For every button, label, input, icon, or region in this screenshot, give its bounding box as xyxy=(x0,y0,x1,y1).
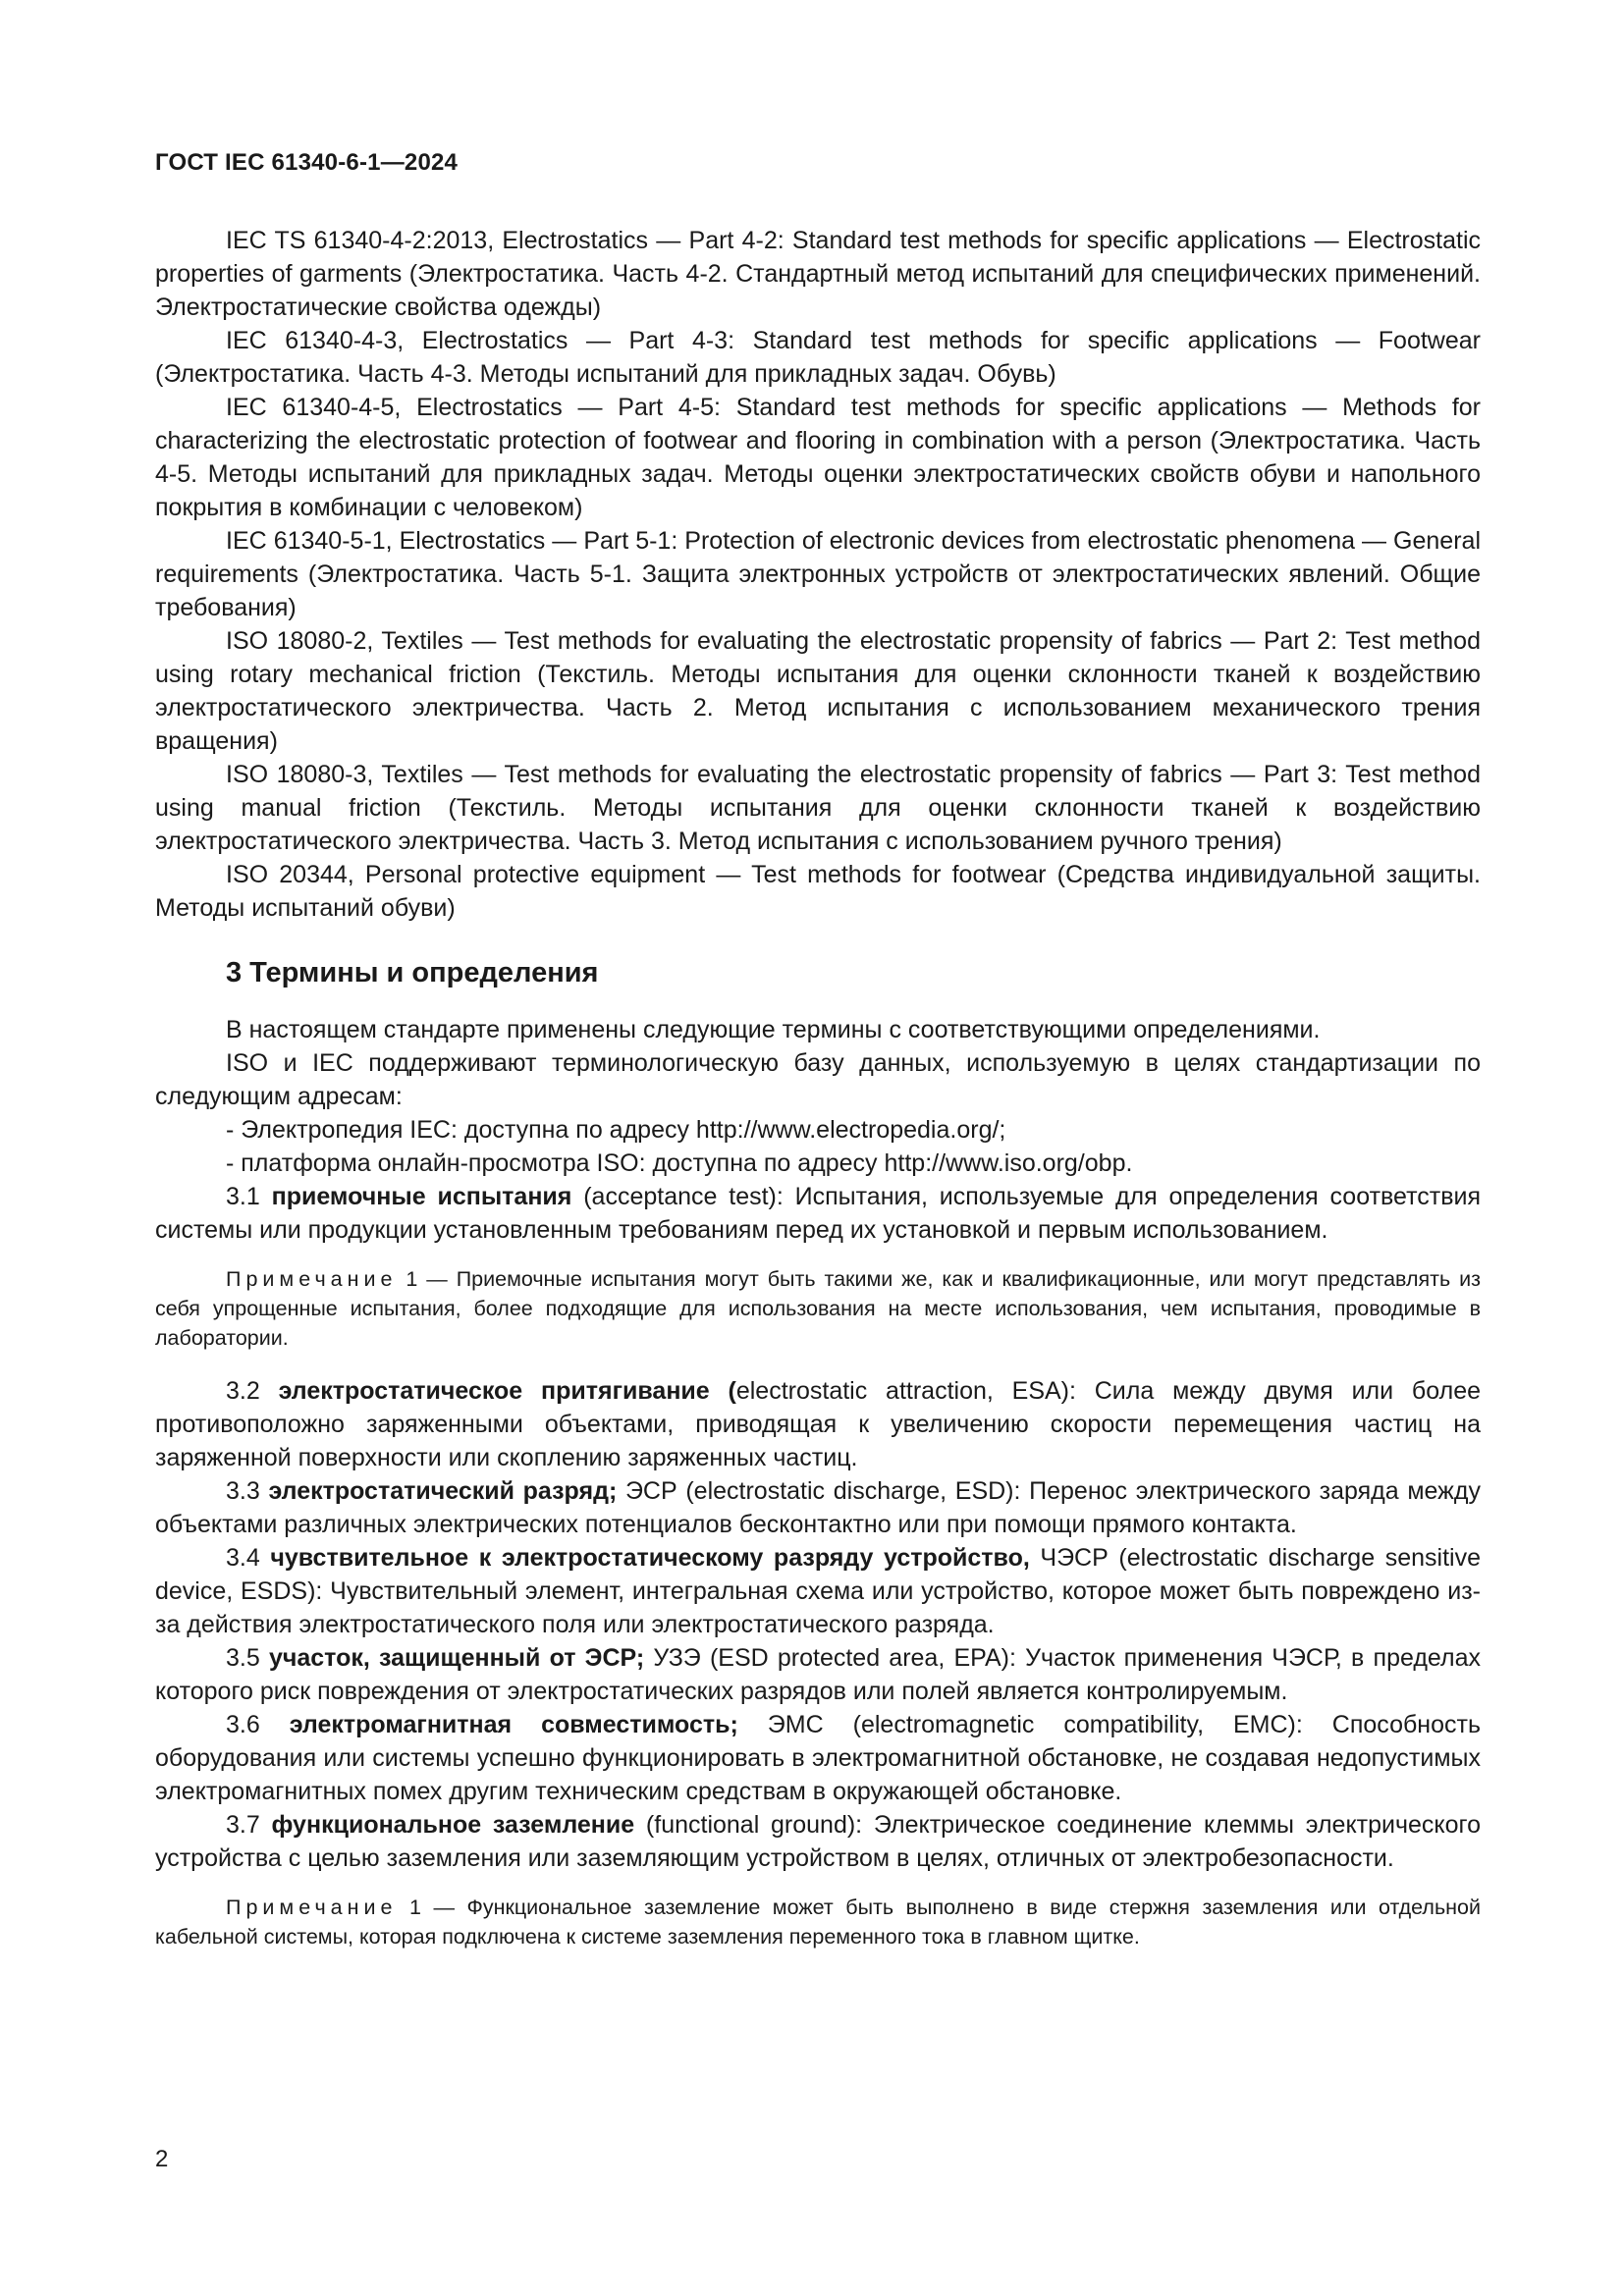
term-name: чувствительное к электростатическому разряду устройство, xyxy=(270,1544,1030,1572)
term-definition xyxy=(155,1641,1481,1708)
termbase-iec: - Электропедия IEC: доступна по адресу http://www.electropedia.org/; xyxy=(226,1116,1006,1144)
term-number: 3.5 xyxy=(226,1644,260,1672)
term-number: 3.7 xyxy=(226,1811,260,1839)
reference-item: ISO 18080-2, Textiles — Test methods for evaluating the electrostatic propensity of fabrics — Part 2: Test method using rotary mechanical friction (Текстиль. Методы испытания для оценки склонности тканей к воздействию электростатического электричества. Часть 2. Метод испытания с использованием механического трения вращения) xyxy=(155,627,1481,755)
note-label: Примечание xyxy=(226,1896,398,1919)
term-name: электростатическое притягивание ( xyxy=(278,1377,736,1405)
term-definition xyxy=(155,1374,1481,1474)
term-name: приемочные испытания xyxy=(271,1183,572,1210)
term-text: (acceptance test): Испытания, используемые для определения соответствия системы или продукции установленным требованиям перед их установкой и первым использованием. xyxy=(155,1183,1481,1244)
term-name: функциональное заземление xyxy=(271,1811,635,1839)
reference-item: IEC TS 61340-4-2:2013, Electrostatics — Part 4-2: Standard test methods for specific applications — Electrostatic properties of garments (Электростатика. Часть 4-2. Стандартный метод испытаний для специфических применений. Электростатические свойства одежды) xyxy=(155,227,1481,321)
section-intro: В настоящем стандарте применены следующие термины с соответствующими определениями. xyxy=(226,1016,1321,1043)
reference-item: IEC 61340-4-3, Electrostatics — Part 4-3: Standard test methods for specific applications — Footwear (Электростатика. Часть 4-3. Методы испытаний для прикладных задач. Обувь) xyxy=(155,327,1481,388)
term-number: 3.1 xyxy=(226,1183,260,1210)
term-text: ЧЭСР (electrostatic discharge sensitive device, ESDS): Чувствительный элемент, интегральная схема или устройство, которое может быть повреждено из-за действия электростатического поля или электростатического разряда. xyxy=(155,1544,1481,1638)
termbase-iso: - платформа онлайн-просмотра ISO: доступна по адресу http://www.iso.org/obp. xyxy=(226,1149,1133,1177)
term-text: УЗЭ (ESD protected area, EPA): Участок применения ЧЭСР, в пределах которого риск повреждения от электростатических разрядов или полей является контролируемым. xyxy=(155,1644,1481,1705)
note-label: Примечание xyxy=(226,1267,398,1291)
term-definition xyxy=(155,1808,1481,1875)
term-text: ЭСР (electrostatic discharge, ESD): Перенос электрического заряда между объектами различных электрических потенциалов бесконтактно или при помощи прямого контакта. xyxy=(155,1477,1481,1538)
term-name: участок, защищенный от ЭСР; xyxy=(268,1644,645,1672)
term-number: 3.4 xyxy=(226,1544,260,1572)
term-note xyxy=(155,1264,1481,1353)
term-number: 3.6 xyxy=(226,1711,260,1738)
term-name: электромагнитная совместимость; xyxy=(289,1711,738,1738)
term-definition xyxy=(155,1474,1481,1541)
note-text: 1 — Приемочные испытания могут быть такими же, как и квалификационные, или могут представлять из себя упрощенные испытания, более подходящие для использования на месте использования, чем испытания, проводимые в лаборатории. xyxy=(155,1267,1481,1350)
term-number: 3.2 xyxy=(226,1377,260,1405)
reference-item: ISO 18080-3, Textiles — Test methods for evaluating the electrostatic propensity of fabrics — Part 3: Test method using manual friction (Текстиль. Методы испытания для оценки склонности тканей к воздействию электростатического электричества. Часть 3. Метод испытания с использованием ручного трения) xyxy=(155,761,1481,855)
term-name: электростатический разряд; xyxy=(268,1477,618,1505)
term-text: (functional ground): Электрическое соединение клеммы электрического устройства с целью заземления или заземляющим устройством в целях, отличных от электробезопасности. xyxy=(155,1811,1482,1872)
term-definition xyxy=(155,1708,1481,1808)
term-text: ЭМС (electromagnetic compatibility, EMC): Способность оборудования или системы успешно функционировать в электромагнитной обстановке, не создавая недопустимых электромагнитных помех другим техническим средствам в окружающей обстановке. xyxy=(155,1711,1481,1805)
document-body xyxy=(155,224,1481,1973)
term-text: electrostatic attraction, ESA): Сила между двумя или более противоположно заряженными объектами, приводящая к увеличению скорости перемещения частиц на заряженной поверхности или скоплению заряженных частиц. xyxy=(155,1377,1481,1471)
document-header: ГОСТ IEC 61340-6-1—2024 xyxy=(155,149,459,176)
termbase-intro: ISO и IEC поддерживают терминологическую базу данных, используемую в целях стандартизации по следующим адресам: xyxy=(155,1049,1481,1110)
term-note xyxy=(155,1893,1481,1951)
term-number: 3.3 xyxy=(226,1477,260,1505)
reference-item: IEC 61340-5-1, Electrostatics — Part 5-1: Protection of electronic devices from electrostatic phenomena — General requirements (Электростатика. Часть 5-1. Защита электронных устройств от электростатических явлений. Общие требования) xyxy=(155,527,1481,621)
reference-item: IEC 61340-4-5, Electrostatics — Part 4-5: Standard test methods for specific applications — Methods for characterizing the electrostatic protection of footwear and flooring in combination with a person (Электростатика. Часть 4-5. Методы испытаний для прикладных задач. Методы оценки электростатических свойств обуви и напольного покрытия в комбинации с человеком) xyxy=(155,394,1481,521)
page-number: 2 xyxy=(155,2146,169,2172)
term-definition xyxy=(155,1180,1481,1247)
note-text: 1 — Функциональное заземление может быть выполнено в виде стержня заземления или отдельной кабельной системы, которая подключена к системе заземления переменного тока в главном щитке. xyxy=(155,1896,1481,1949)
term-definition xyxy=(155,1541,1481,1641)
section-heading: 3 Термины и определения xyxy=(226,957,599,988)
reference-item: ISO 20344, Personal protective equipment — Test methods for footwear (Средства индивидуальной защиты. Методы испытаний обуви) xyxy=(155,861,1481,922)
